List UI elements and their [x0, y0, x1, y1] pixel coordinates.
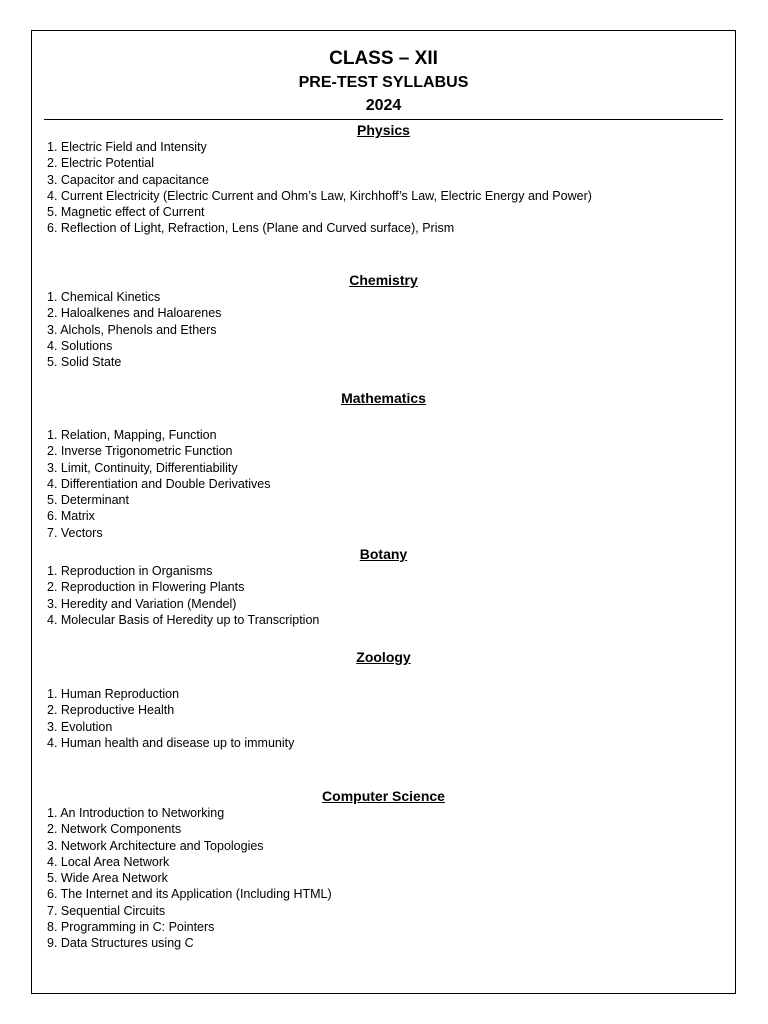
header-divider — [44, 119, 723, 120]
list-item: 2. Network Components — [47, 822, 182, 837]
item-list — [32, 139, 735, 237]
section-physics — [32, 121, 735, 237]
list-item: 2. Reproduction in Flowering Plants — [47, 580, 245, 595]
page-frame — [31, 30, 736, 994]
list-item: 1. An Introduction to Networking — [47, 806, 225, 820]
section-zoology — [32, 648, 735, 751]
list-item: 3. Evolution — [47, 719, 113, 734]
list-item: 3. Network Architecture and Topologies — [47, 838, 264, 853]
section-title: Physics — [357, 122, 410, 138]
list-item: 1. Reproduction in Organisms — [47, 564, 213, 578]
list-item: 2. Inverse Trigonometric Function — [47, 444, 233, 459]
list-item: 3. Alchols, Phenols and Ethers — [47, 322, 217, 337]
list-item: 2. Reproductive Health — [47, 703, 175, 718]
list-item: 3. Limit, Continuity, Differentiability — [47, 460, 238, 475]
list-item: 6. Reflection of Light, Refraction, Lens (Plane and Curved surface), Prism — [47, 221, 455, 236]
section-botany — [32, 545, 735, 628]
section-title: Botany — [359, 546, 408, 562]
page-year: 2024 — [365, 97, 402, 114]
list-item: 5. Magnetic effect of Current — [47, 205, 205, 220]
list-item: 6. The Internet and its Application (Including HTML) — [47, 887, 332, 902]
section-chemistry — [32, 271, 735, 370]
section-title: Computer Science — [322, 788, 445, 804]
section-title: Zoology — [356, 649, 411, 665]
list-item: 4. Human health and disease up to immunity — [47, 735, 295, 750]
list-item: 6. Matrix — [47, 509, 95, 524]
section-title: Chemistry — [349, 272, 418, 288]
list-item: 2. Electric Potential — [47, 156, 154, 171]
item-list — [32, 289, 735, 370]
list-item: 3. Capacitor and capacitance — [47, 172, 209, 187]
list-item: 7. Vectors — [47, 525, 103, 540]
item-list — [32, 427, 735, 541]
list-item: 4. Local Area Network — [47, 854, 170, 869]
list-item: 4. Differentiation and Double Derivatives — [47, 476, 271, 491]
section-mathematics — [32, 389, 735, 541]
list-item: 7. Sequential Circuits — [47, 903, 166, 918]
list-item: 1. Relation, Mapping, Function — [47, 428, 217, 442]
list-item: 4. Solutions — [47, 338, 113, 353]
page-title: CLASS – XII — [329, 48, 438, 69]
page-subtitle: PRE-TEST SYLLABUS — [298, 74, 469, 91]
list-item: 5. Determinant — [47, 493, 129, 508]
list-item: 4. Current Electricity (Electric Current and Ohm’s Law, Kirchhoff’s Law, Electric Energy and Power) — [47, 188, 592, 203]
list-item: 1. Human Reproduction — [47, 687, 180, 701]
list-item: 2. Haloalkenes and Haloarenes — [47, 306, 222, 321]
list-item: 5. Wide Area Network — [47, 871, 168, 886]
list-item: 1. Chemical Kinetics — [47, 290, 161, 304]
list-item: 4. Molecular Basis of Heredity up to Transcription — [47, 612, 320, 627]
list-item: 8. Programming in C: Pointers — [47, 920, 215, 935]
list-item: 1. Electric Field and Intensity — [47, 140, 207, 154]
item-list — [32, 563, 735, 628]
list-item: 3. Heredity and Variation (Mendel) — [47, 596, 237, 611]
item-list — [32, 686, 735, 751]
section-computer-science — [32, 787, 735, 952]
list-item: 9. Data Structures using C — [47, 936, 194, 951]
list-item: 5. Solid State — [47, 355, 122, 370]
item-list — [32, 805, 735, 952]
section-title: Mathematics — [341, 390, 426, 406]
